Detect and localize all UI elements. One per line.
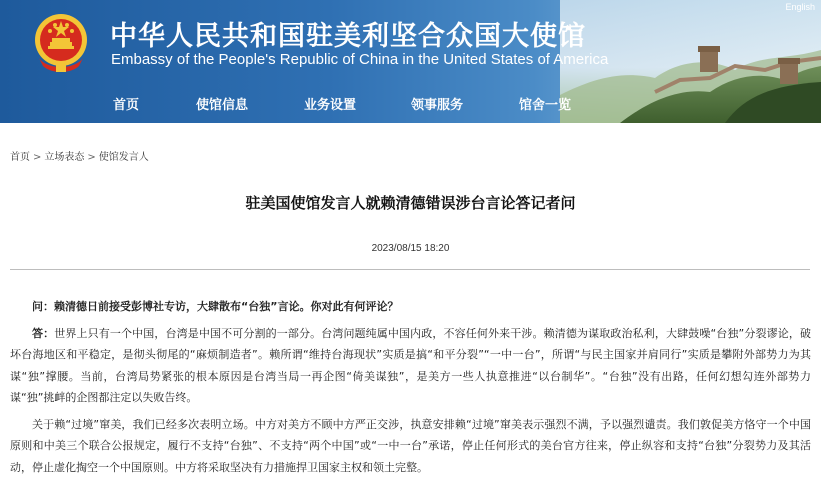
breadcrumb-spokesperson-link[interactable]: 使馆发言人 — [98, 152, 149, 163]
english-language-link[interactable]: English — [785, 2, 815, 12]
nav-item-consular-services[interactable]: 领事服务 — [411, 98, 464, 113]
breadcrumb — [10, 148, 149, 163]
nav-item-premises[interactable]: 馆舍一览 — [519, 98, 572, 113]
answer-text: 世界上只有一个中国，台湾是中国不可分割的一部分。台湾问题纯属中国内政，不容任何外来干涉。赖清德为谋取政治私利，大肆鼓噪“台独”分裂谬论，破坏台海地区和平稳定，是彻头彻尾的“麻烦制造者”。赖所谓“维持台海现状”实质是搞“和平分裂”“一中一台”，所谓“与民主国家并肩同行”实质是攀附外部势力为其谋“独”撑腰。当前，台湾局势紧张的根本原因是台湾当局一再企图“倚美谋独”，是美方一些人执意推进“以台制华”。“台独”没有出路，任何幻想勾连外部势力谋“独”挑衅的企图都注定以失败告终。 — [10, 326, 811, 404]
site-header — [0, 0, 821, 123]
nav-item-business[interactable]: 业务设置 — [304, 98, 357, 113]
site-title-chinese: 中华人民共和国驻美利坚合众国大使馆 — [110, 21, 586, 52]
breadcrumb-separator: > — [33, 152, 42, 163]
nav-item-home[interactable]: 首页 — [113, 98, 140, 113]
article-paragraph: 关于赖“过境”窜美，我们已经多次表明立场。中方对美方不顾中方严正交涉，执意安排赖“过境”窜美表示强烈不满，予以强烈谴责。我们敦促美方恪守一个中国原则和中美三个联合公报规定，履行不支持“台独”、不支持“两个中国”或“一中一台”承诺，停止任何形式的美台官方往来，停止纵容和支持“台独”分裂势力及其活动，停止虚化掏空一个中国原则。中方将采取坚决有力措施捍卫国家主权和领土完整。 — [10, 417, 811, 474]
article-body — [10, 296, 811, 483]
nav-item-embassy-info[interactable]: 使馆信息 — [196, 98, 249, 113]
article-answer — [10, 323, 811, 409]
site-title-english: Embassy of the People's Republic of China in the United States of America — [111, 51, 609, 68]
article-question: 问：赖清德日前接受彭博社专访，大肆散布“台独”言论。你对此有何评论？ — [32, 300, 399, 313]
article-title: 驻美国使馆发言人就赖清德错误涉台言论答记者问 — [245, 194, 576, 212]
article-divider — [10, 269, 810, 270]
main-navigation — [0, 88, 821, 116]
national-emblem-icon — [33, 12, 89, 74]
breadcrumb-home-link[interactable]: 首页 — [10, 152, 30, 163]
breadcrumb-separator: > — [87, 152, 96, 163]
answer-label: 答： — [32, 326, 55, 340]
breadcrumb-positions-link[interactable]: 立场表态 — [44, 152, 85, 163]
article-date: 2023/08/15 18:20 — [371, 243, 450, 254]
